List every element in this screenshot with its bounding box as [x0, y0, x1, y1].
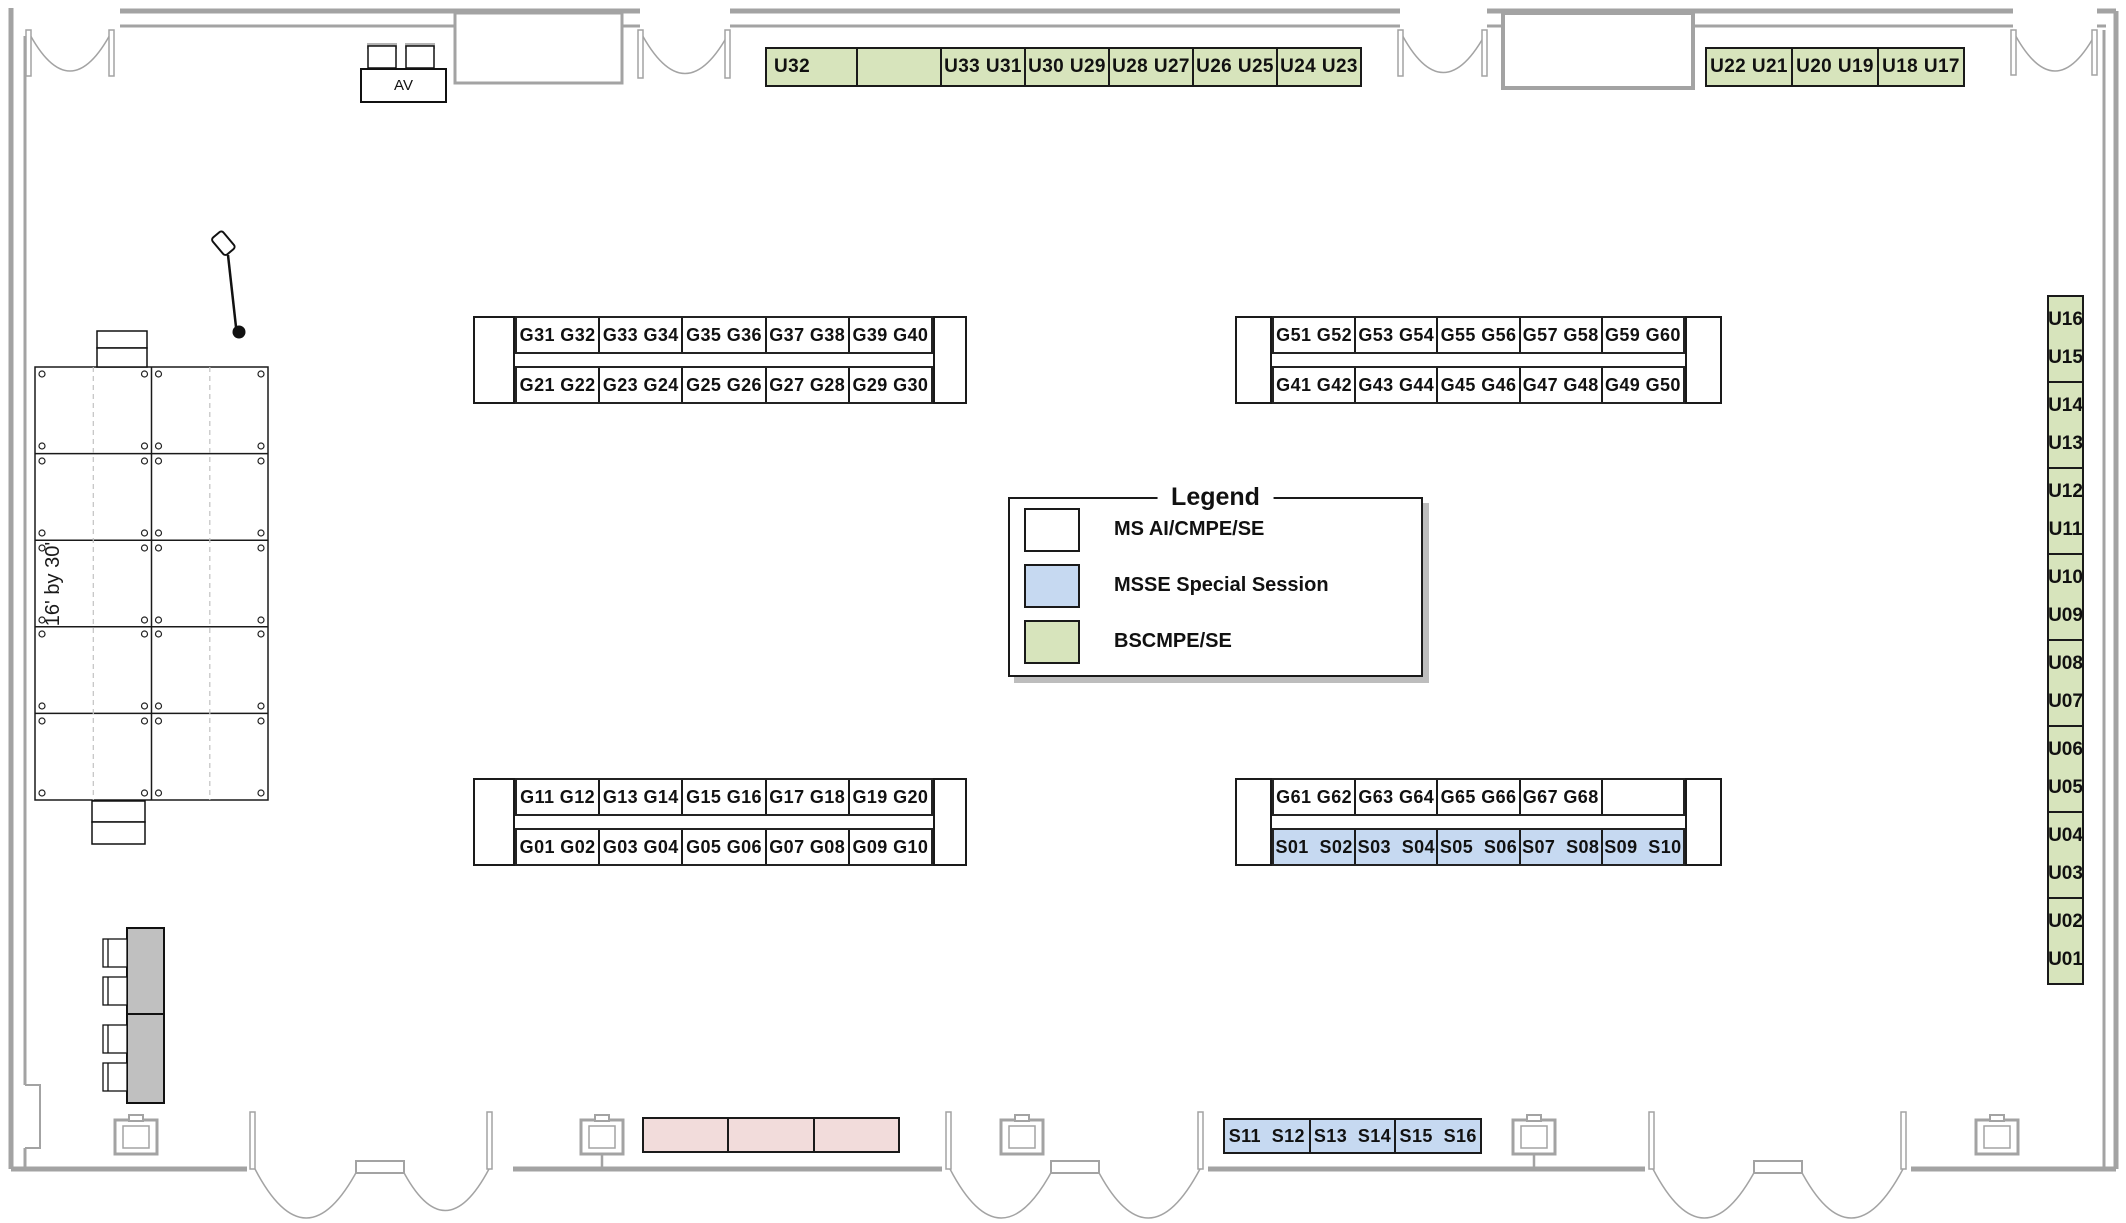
booth-U14-U13: U14 U13 [2049, 383, 2082, 469]
table-end-cap [1685, 778, 1722, 866]
booth-G05-G06: G05 G06 [683, 830, 766, 864]
booth-G33-G34: G33 G34 [600, 318, 683, 352]
legend-items [1024, 507, 1411, 664]
booth-G23-G24: G23 G24 [600, 368, 683, 402]
booth-S11-S12: S11 S12 [1225, 1120, 1311, 1152]
booth-G65-G66: G65 G66 [1438, 780, 1520, 814]
table-end-cap [1235, 316, 1272, 404]
av-table: AV [360, 68, 447, 103]
booth-U33-U31: U33 U31 [942, 49, 1026, 85]
booth-U26-U25: U26 U25 [1194, 49, 1278, 85]
legend-title: Legend [1157, 483, 1274, 512]
booth-G35-G36: G35 G36 [683, 318, 766, 352]
pink-table-section [815, 1119, 898, 1151]
stage-size-label: 16' by 30' [42, 541, 64, 627]
legend-item [1024, 563, 1411, 608]
table-end-cap [473, 316, 515, 404]
microphone-icon [211, 230, 246, 338]
booth-strip-bottom-s [1223, 1118, 1482, 1154]
cabinet-chairs [103, 939, 127, 1091]
doors-bottom [255, 1169, 1903, 1218]
booth-G45-G46: G45 G46 [1438, 368, 1520, 402]
legend-item [1024, 619, 1411, 664]
table-row [1272, 778, 1685, 816]
booth-G21-G22: G21 G22 [517, 368, 600, 402]
table-northeast [1235, 316, 1722, 404]
legend-label: MS AI/CMPE/SE [1114, 518, 1265, 540]
stage [35, 367, 268, 800]
booth-S07-S08: S07 S08 [1521, 830, 1603, 864]
booth-G07-G08: G07 G08 [767, 830, 850, 864]
booth-G57-G58: G57 G58 [1521, 318, 1603, 352]
booth-G61-G62: G61 G62 [1274, 780, 1356, 814]
table-southwest [473, 778, 967, 866]
legend-label: BSCMPE/SE [1114, 630, 1232, 652]
booth-U10-U09: U10 U09 [2049, 555, 2082, 641]
booth-G25-G26: G25 G26 [683, 368, 766, 402]
legend [1008, 483, 1423, 677]
booth-G15-G16: G15 G16 [683, 780, 766, 814]
booth-S05-S06: S05 S06 [1438, 830, 1520, 864]
table-row [1272, 828, 1685, 866]
table-end-cap [473, 778, 515, 866]
booth-U32: U32 [767, 49, 858, 85]
booth-G43-G44: G43 G44 [1356, 368, 1438, 402]
table-row [515, 316, 933, 354]
legend-swatch-blue [1024, 564, 1080, 608]
booth-U06-U05: U06 U05 [2049, 727, 2082, 813]
booth-G31-G32: G31 G32 [517, 318, 600, 352]
booth-S15-S16: S15 S16 [1396, 1120, 1480, 1152]
booth-S09-S10: S09 S10 [1603, 830, 1683, 864]
booth-G51-G52: G51 G52 [1274, 318, 1356, 352]
legend-item [1024, 507, 1411, 552]
booth-U02-U01: U02 U01 [2049, 899, 2082, 983]
booth-G53-G54: G53 G54 [1356, 318, 1438, 352]
booth-S01-S02: S01 S02 [1274, 830, 1356, 864]
booth-G41-G42: G41 G42 [1274, 368, 1356, 402]
booth-G29-G30: G29 G30 [850, 368, 931, 402]
booth-G17-G18: G17 G18 [767, 780, 850, 814]
booth-G55-G56: G55 G56 [1438, 318, 1520, 352]
booth-G37-G38: G37 G38 [767, 318, 850, 352]
table-southeast [1235, 778, 1722, 866]
table-row [1272, 366, 1685, 404]
booth-S13-S14: S13 S14 [1311, 1120, 1397, 1152]
legend-label: MSSE Special Session [1114, 574, 1329, 596]
booth-U16-U15: U16 U15 [2049, 297, 2082, 383]
table-end-cap [1235, 778, 1272, 866]
booth-U04-U03: U04 U03 [2049, 813, 2082, 899]
table-end-cap [1685, 316, 1722, 404]
booth-strip-right [2047, 295, 2084, 985]
booth-strip-top-right [1705, 47, 1965, 87]
booth-U08-U07: U08 U07 [2049, 641, 2082, 727]
booth-U28-U27: U28 U27 [1110, 49, 1194, 85]
booth-G03-G04: G03 G04 [600, 830, 683, 864]
booth-G09-G10: G09 G10 [850, 830, 931, 864]
table-northwest [473, 316, 967, 404]
legend-swatch-white [1024, 508, 1080, 552]
booth-U18-U17: U18 U17 [1879, 49, 1963, 85]
table-end-cap [933, 316, 967, 404]
booth-G47-G48: G47 G48 [1521, 368, 1603, 402]
booth-G27-G28: G27 G28 [767, 368, 850, 402]
booth-U24-U23: U24 U23 [1278, 49, 1360, 85]
booth-G39-G40: G39 G40 [850, 318, 931, 352]
booth-empty [1603, 780, 1683, 814]
pink-table-section [729, 1119, 814, 1151]
table-row [1272, 316, 1685, 354]
pink-table-section [644, 1119, 729, 1151]
booth-U12-U11: U12 U11 [2049, 469, 2082, 555]
booth-U22-U21: U22 U21 [1707, 49, 1793, 85]
table-row [515, 828, 933, 866]
booth-G19-G20: G19 G20 [850, 780, 931, 814]
pink-table [642, 1117, 900, 1153]
booth-strip-top [765, 47, 1362, 87]
booth-U20-U19: U20 U19 [1793, 49, 1879, 85]
cabinets [127, 928, 164, 1103]
table-end-cap [933, 778, 967, 866]
table-row [515, 778, 933, 816]
booth-G49-G50: G49 G50 [1603, 368, 1683, 402]
booth-G59-G60: G59 G60 [1603, 318, 1683, 352]
booth-G01-G02: G01 G02 [517, 830, 600, 864]
booth-G13-G14: G13 G14 [600, 780, 683, 814]
booth-G67-G68: G67 G68 [1521, 780, 1603, 814]
door-leaves-bottom [250, 1112, 1906, 1173]
table-row [515, 366, 933, 404]
booth-S03-S04: S03 S04 [1356, 830, 1438, 864]
booth-U30-U29: U30 U29 [1026, 49, 1110, 85]
booth-G63-G64: G63 G64 [1356, 780, 1438, 814]
legend-swatch-green [1024, 620, 1080, 664]
booth-G11-G12: G11 G12 [517, 780, 600, 814]
booth-empty [858, 49, 942, 85]
av-equipment [367, 43, 435, 68]
